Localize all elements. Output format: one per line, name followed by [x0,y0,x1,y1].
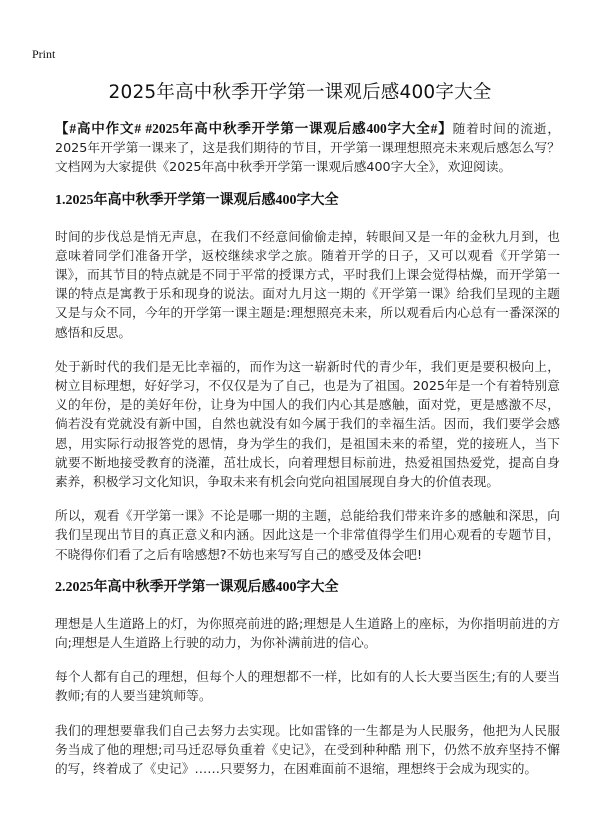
section-1-paragraph-2: 处于新时代的我们是无比幸福的，而作为这一崭新时代的青少年，我们更是要积极向上，树立目标理想，好好学习，不仅仅是为了自己，也是为了祖国。2025年是一个有着特别意义的年份，是的美好年份，让身为中国人的我们内心其是感触，面对党，更是感激不尽，倘若没有党就没有新中国，自然也就没有如今属于我们的幸福生活。因而，我们要学会感恩，用实际行动报答党的恩情，身为学生的我们，是祖国未来的希望，党的接班人，当下就要不断地接受教育的浇灌，茁壮成长，向着理想目标前进，热爱祖国热爱党，提高自身素养，积极学习文化知识，争取未来有机会向党向祖国展现自身大的价值表现。 [55,358,560,490]
article-body [55,119,560,793]
intro-paragraph [55,119,560,177]
section-2-paragraph-1: 理想是人生道路上的灯，为你照亮前进的路;理想是人生道路上的座标，为你指明前进的方向;理想是人生道路上行驶的动力，为你补满前进的信心。 [55,615,560,651]
section-1-heading: 1.2025年高中秋季开学第一课观后感400字大全 [55,192,339,208]
page-title: 2025年高中秋季开学第一课观后感400字大全 [108,82,492,103]
section-1-paragraph-1: 时间的步伐总是悄无声息，在我们不经意间偷偷走掉，转眼间又是一年的金秋九月到，也意味着同学们准备开学，返校继续求学之旅。随着开学的日子，又可以观看《开学第一课》，而其节目的特点就是不同于平常的授课方式，平时我们上课会觉得枯燥，而开学第一课的特点是寓教于乐和现身的说法。面对九月这一期的《开学第一课》给我们呈现的主题又是与众不同，今年的开学第一课主题是:理想照亮未来，所以观看后内心总有一番深深的感悟和反思。 [55,228,560,340]
intro-text: 随着时间的流逝，2025年开学第一课来了，这是我们期待的节目，开学第一课理想照亮未来观后感怎么写？文档网为大家提供《2025年高中秋季开学第一课观后感400字大全》，欢迎阅读。 [55,121,561,175]
section-2-paragraph-2: 每个人都有自己的理想，但每个人的理想都不一样，比如有的人长大要当医生;有的人要当教师;有的人要当建筑师等。 [55,669,560,704]
section-1-paragraph-3: 所以，观看《开学第一课》不论是哪一期的主题，总能给我们带来许多的感触和深思，向我们呈现出节目的真正意义和内涵。因此这是一个非常值得学生们用心观看的专题节目，不晓得你们看了之后有啥感想?不妨也来写写自己的感受及体会吧! [55,508,560,562]
section-2-paragraph-3: 我们的理想要靠我们自己去努力去实现。比如雷锋的一生都是为人民服务，他把为人民服务当成了他的理想;司马迁忍辱负重着《史记》，在受到种种酷 刑下，仍然不放弃坚持不懈的写，终着成了《史记》……只要努力，在困难面前不退缩，理想终于会成为现实的。 [55,722,560,777]
section-2-heading: 2.2025年高中秋季开学第一课观后感400字大全 [55,579,339,595]
print-link[interactable]: Print [32,47,56,61]
intro-tag: 【#高中作文# #2025年高中秋季开学第一课观后感400字大全#】 [55,121,453,136]
